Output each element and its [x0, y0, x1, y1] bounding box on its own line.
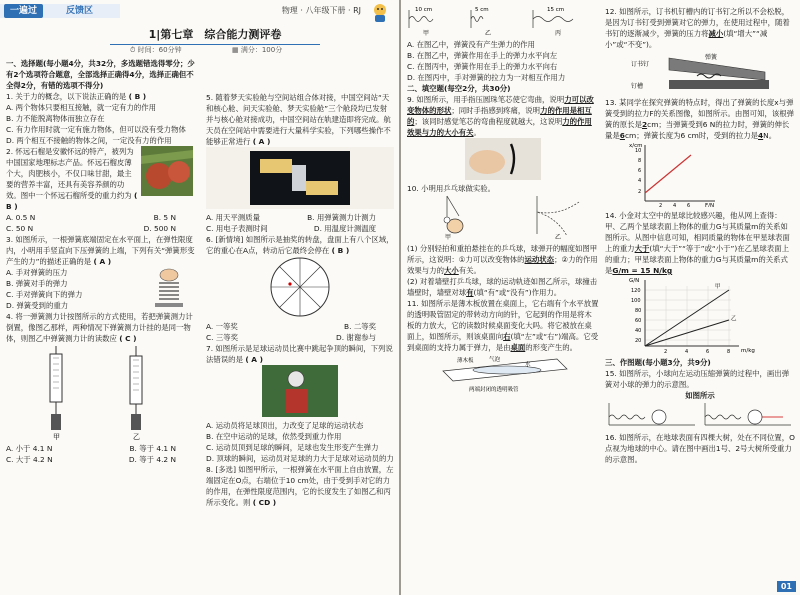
svg-text:乙: 乙	[731, 316, 737, 322]
svg-text:甲: 甲	[715, 284, 721, 290]
svg-text:弹簧: 弹簧	[705, 54, 718, 61]
ball-spring-figure	[605, 401, 795, 429]
svg-text:G/N: G/N	[629, 278, 640, 284]
svg-text:4: 4	[673, 203, 677, 207]
space-station-photo	[206, 147, 394, 209]
q4-options: A. 小于 4.1 N B. 等于 4.1 N	[6, 444, 176, 453]
question-11: 11. 如图所示是薄木板放置在桌面上，它右端有个水平放置的透明吸管固定的带转动方向的针，它起到的作用是将木板的力放大，它的读数时候桌面变化大吗。将它被放在桌面上，如图所示，则该桌面向右(填“左”或“右”)端高。它受到桌面的支持力属于弹力，是由桌面的形变产生的。	[407, 299, 599, 352]
q15-answer-label: 如图所示	[685, 391, 715, 400]
q3-block	[6, 267, 196, 311]
time-label: ⏱ 时间：60分钟	[130, 46, 182, 54]
question-14: 14. 小金对太空中的星球比较感兴趣，他从网上查得：甲、乙两个星球表面上物体的重力G与其质量m的关系如图所示。从图中信息可知，相同质量的物体在甲星球表面上的重力大于(填“大于”“等于”或“小于”)在乙星球表面上的重力；甲星球表面上物体的重力G与其质量m的关系式是G/m = 15 N/kg	[605, 211, 790, 275]
svg-text:两端封闭的透明吸管: 两端封闭的透明吸管	[469, 387, 519, 393]
svg-text:120: 120	[631, 288, 641, 294]
question-16: 16. 如图所示，在地球表面有四棵大树，处在不同位置，O点视为地球的中心。请在图中画出1号、2号大树所受重力的示意图。	[605, 433, 795, 464]
mascot-icon	[369, 1, 391, 23]
svg-text:15 cm: 15 cm	[547, 7, 565, 13]
section-2-heading: 二、填空题(每空2分，共30分)	[407, 84, 511, 93]
q5-options-2: C. 用电子表测时间 D. 用温度计测温度	[206, 224, 376, 233]
q3-options: A. 手对弹簧的压力 B. 弹簧对手的弹力 C. 手对弹簧向下的弹力 D. 弹簧受到的重力	[6, 268, 83, 310]
svg-text:60: 60	[635, 318, 642, 324]
q2-options: A. 0.5 N B. 5 N	[6, 213, 176, 222]
svg-text:2: 2	[659, 203, 663, 207]
lottery-wheel-figure	[206, 256, 394, 318]
question-2-block	[6, 146, 196, 212]
svg-text:丙: 丙	[555, 30, 562, 36]
svg-text:订书钉: 订书钉	[631, 61, 650, 68]
left-column-2: 5. 随着梦天实验舱与空间站组合体对接，中国空间站“天和核心舱、问天实验舱、梦天实验舱”三个舱段均已发射并与核心舱对接成功，中国空间站在轨建造即将完成。航天员在空间站中需要进行大量科学实验，下列哪些操作不能够正常进行 ( A ) A. 用天平测质量 B. 用弹簧测力计测力 C. 用电子表测时间 D. 用温度计测温度 6. [新情境] 如图所示是抽奖的转盘，盘面上有八个区域，它的重心在A点，转动后它最终会停在 ( B ) A. 一等奖 B. 二等奖 C. 三等奖 D. 谢谢参与 7. 如图所示是足球运动员比赛中跳起争顶的瞬间，下列说法错误的是 ( A ) A. 运动员将足球顶出，力改变了足球的运动状态 B. 在空中运动的足球，依然受到重力作用 C. 运动员顶到足球的瞬间，足球也发生形变产生弹力 D. 顶球的瞬间，运动员对足球的力大于足球对运动员的力 8. [多选] 如图甲所示，一根弹簧在水平面上自由放置，左端固定在O点，右端位于10 cm处，由于受到手对它的力的作用，在弹性限度范围内，它的长度发生了如图乙和丙所示变化。则 ( CD )	[206, 93, 394, 507]
section-heading: 一、选择题(每小题4分，共32分，多选题错选得零分；少有2个选项符合题意，全部选择正确得4分，选择正确但不全得2分，有错的选项不得分)	[6, 59, 195, 90]
section-3-heading: 三、作图题(每小题3分，共9分)	[605, 358, 711, 367]
q2-options-2: C. 50 N D. 500 N	[6, 224, 176, 233]
svg-text:20: 20	[635, 338, 642, 344]
option: C. 有力作用时就一定有施力物体，但可以没有受力物体	[6, 125, 186, 134]
svg-text:6: 6	[687, 203, 691, 207]
q6-options: A. 一等奖 B. 二等奖	[206, 322, 376, 331]
right-column-2	[605, 6, 795, 465]
right-column-1: 10 cm 5 cm 15 cm 甲 乙 丙 A. 在图乙中，弹簧没有产生弹力的作用 B. 在图乙中，弹簧作用在手上的弹力水平向左 C. 在图丙中，弹簧作用在手上的弹力水平向右 D. 在图丙中，手对弹簧的拉力为一对相互作用力 二、填空题(每空2分，共30分) 9. 如图所示，用手指压圆珠笔芯使它弯曲，说明力可以改变物体的形状；同时手指感到疼痛，说明力的作用是相互的；该同时感觉笔芯的弯曲程度就越大，这说明力的作用效果与力的大小有关。 10. 小明用乒乓球做实验。 甲 乙 (1) 分别轻拍和重拍悬挂在的乒乓球，球弹开的幅度如图甲所示，这说明：①力可以改变物体的运动状态；②力的作用效果与力的大小有关。 (2) 对着墙壁打乒乓球，球的运动轨迹如图乙所示，球撞击墙壁时，墙壁对球有(填“有”或“没有”)作用力。 11. 如图所示是薄木板放置在桌面上，它右端有个水平放置的透明吸管固定的带转动方向的针，它起到的作用是将木板的力放大，它的读数时候桌面变化大吗。将它被放在桌面上，如图所示，则该桌面向右(填“左”或“右”)端高。它受到桌面的支持力属于弹力，是由桌面的形变产生的。 薄木板 气泡 水 两端封闭的透明吸管	[407, 7, 599, 393]
svg-text:6: 6	[638, 168, 642, 174]
svg-text:10 cm: 10 cm	[415, 7, 433, 13]
question-4: 4. 将一弹簧测力计按图所示的方式使用，若把弹簧测力计倒置，像图乙那样，两种情况下弹簧测力计挂的是同一物体，则图乙中弹簧测力计的读数应 ( C )	[6, 312, 193, 343]
svg-text:水: 水	[525, 362, 531, 368]
svg-text:气泡: 气泡	[489, 357, 501, 363]
fig-label-yi: 乙	[133, 433, 140, 440]
fig-label-jia: 甲	[53, 433, 60, 440]
svg-text:8: 8	[727, 349, 731, 354]
pomegranate-photo	[141, 146, 193, 196]
spring-hand-figure	[151, 267, 187, 311]
left-column-1	[6, 58, 196, 465]
svg-text:8: 8	[638, 158, 642, 164]
question-6: 6. [新情境] 如图所示是抽奖的转盘，盘面上有八个区域，它的重心在A点，转动后它最终会停在 ( B )	[206, 235, 394, 255]
question-12: 12. 如图所示，订书机钉槽内的订书钉之所以不会松脱，是因为订书钉受到弹簧对它的弹力，在使用过程中，随着书钉的逐渐减少，弹簧的压力将减小(填“增大”“减小”或“不变”)。	[605, 7, 790, 49]
question-10-2: (2) 对着墙壁打乒乓球，球的运动轨迹如图乙所示，球撞击墙壁时，墙壁对球有(填“有”或“没有”)作用力。	[407, 277, 598, 297]
left-page	[0, 0, 399, 595]
question-2: 2. 怀远石榴是安徽怀远的特产，被列为中国国家地理标志产品。怀远石榴皮薄个大，肉肥核小，不仅口味甘甜，最主要的营养丰富，还具有美容养颜的功效。图中一个怀远石榴所受的重力约为 ( B )	[6, 147, 138, 211]
question-9: 9. 如图所示，用手指压圆珠笔芯使它弯曲，说明力可以改变物体的形状；同时手指感到疼痛，说明力的作用是相互的；该同时感觉笔芯的弯曲程度就越大，这说明力的作用效果与力的大小有关。	[407, 95, 594, 137]
score-label: ▦ 满分：100分	[232, 46, 283, 54]
question-8: 8. [多选] 如图甲所示，一根弹簧在水平面上自由放置，左端固定在O点，右端位于10 cm处，由于受到手对它的力的作用，在弹性限度范围内，它的长度发生了如图乙和丙所示变化。则 ( CD )	[206, 465, 394, 507]
option: A. 两个物体只要相互接触，就一定有力的作用	[6, 103, 157, 112]
question-10: 10. 小明用乒乓球做实验。	[407, 184, 496, 193]
subject-label: 物理 · 八年级下册 · RJ	[281, 6, 361, 15]
spring-length-figure	[407, 6, 599, 36]
stapler-figure	[605, 50, 795, 94]
level-tube-figure	[407, 353, 599, 393]
svg-text:2: 2	[664, 349, 668, 354]
gravity-mass-graph	[605, 276, 795, 354]
q5-options: A. 用天平测质量 B. 用弹簧测力计测力	[206, 213, 376, 222]
ping-pong-figure	[407, 194, 599, 240]
spring-scale-figure	[6, 344, 196, 440]
svg-text:乙: 乙	[555, 234, 562, 240]
brand-tag: 反馈区	[66, 6, 94, 16]
svg-text:10: 10	[635, 148, 642, 154]
svg-text:4: 4	[685, 349, 689, 354]
question-15: 15. 如图所示，小球向左运动压缩弹簧的过程中，画出弹簧对小球的弹力的示意图。	[605, 369, 790, 389]
spring-length-graph	[605, 141, 795, 207]
q6-options-2: C. 三等奖 D. 谢谢参与	[206, 333, 376, 342]
svg-text:甲: 甲	[423, 30, 430, 36]
question-10-1: (1) 分别轻拍和重拍悬挂在的乒乓球，球弹开的幅度如图甲所示，这说明：①力可以改变物体的运动状态；②力的作用效果与力的大小有关。	[407, 244, 598, 275]
svg-text:x/cm: x/cm	[629, 143, 643, 149]
svg-text:2: 2	[638, 189, 642, 195]
svg-text:钉槽: 钉槽	[631, 83, 644, 90]
svg-text:甲: 甲	[445, 234, 452, 240]
question-7: 7. 如图所示是足球运动员比赛中跳起争顶的瞬间，下列说法错误的是 ( A )	[206, 344, 393, 364]
question-1: 1. 关于力的概念，以下说法正确的是 ( B )	[6, 92, 147, 101]
page-title: 1|第七章 综合能力测评卷	[110, 26, 320, 45]
svg-text:薄木板: 薄木板	[457, 358, 474, 364]
question-13: 13. 某同学在探究弹簧的特点时，得出了弹簧的长度x与弹簧受到的拉力F的关系图像，如图所示。由图可知，该根弹簧的原长是2cm；当弹簧受到6 N的拉力时，弹簧的伸长量是6cm；弹簧长度为6 cm时，受到的拉力是4N。	[605, 98, 795, 140]
svg-text:m/kg: m/kg	[741, 348, 755, 354]
right-page	[401, 0, 800, 595]
svg-text:80: 80	[635, 308, 642, 314]
page-number: 01	[777, 581, 796, 592]
option: B. 力不能脱离物体而独立存在	[6, 114, 105, 123]
svg-text:乙: 乙	[485, 30, 492, 36]
pen-refill-photo	[407, 138, 599, 180]
answer: ( B )	[128, 92, 147, 101]
football-header-photo	[206, 365, 394, 417]
question-5: 5. 随着梦天实验舱与空间站组合体对接，中国空间站“天和核心舱、问天实验舱、梦天实验舱”三个舱段均已发射并与核心舱对接成功，中国空间站在轨建造即将完成。航天员在空间站中需要进行大量科学实验，下列哪些操作不能够正常进行 ( A )	[206, 93, 391, 146]
question-3: 3. 如图所示，一根弹簧底端固定在水平面上，在弹性限度内，小明用手竖直向下压弹簧的上端，下列有关“弹簧形变产生的力”的描述正确的是 ( A )	[6, 235, 195, 266]
svg-text:5 cm: 5 cm	[475, 7, 489, 13]
svg-text:6: 6	[706, 349, 710, 354]
q4-options-2: C. 大于 4.2 N D. 等于 4.2 N	[6, 455, 176, 464]
svg-text:F/N: F/N	[705, 203, 715, 207]
svg-text:40: 40	[635, 328, 642, 334]
option: D. 两个相互不接触的物体之间，一定没有力的作用	[6, 136, 172, 145]
svg-text:4: 4	[638, 178, 642, 184]
brand-logo: 一遍过	[4, 4, 43, 18]
svg-text:100: 100	[631, 298, 641, 304]
